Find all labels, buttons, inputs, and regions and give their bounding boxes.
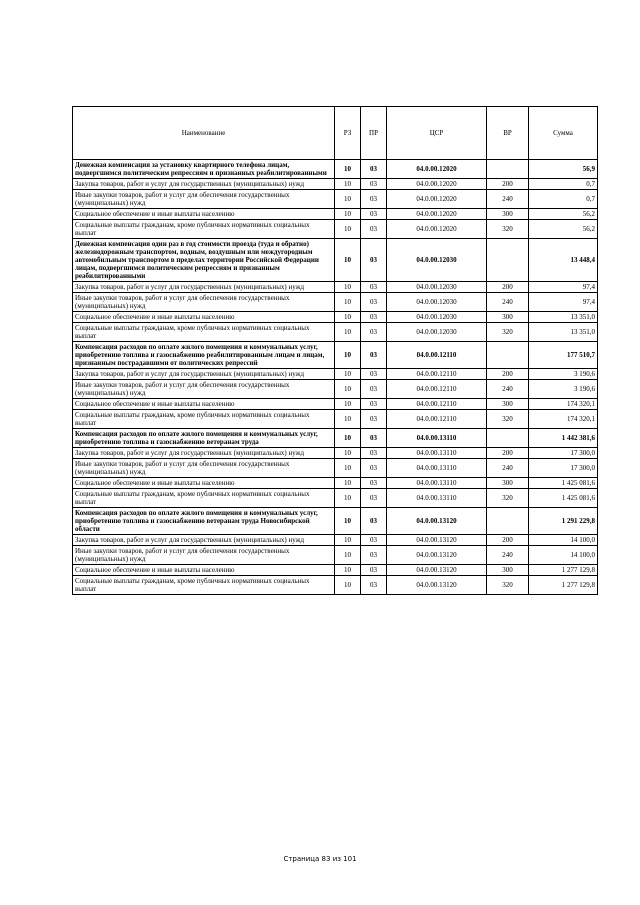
table-body	[73, 160, 598, 595]
cell-vr: 300	[487, 565, 529, 576]
cell-csr: 04.0.00.12110	[387, 369, 487, 380]
cell-rz: 10	[335, 546, 361, 565]
cell-vr: 320	[487, 220, 529, 239]
cell-vr: 240	[487, 459, 529, 478]
table-row	[73, 565, 598, 576]
cell-name: Социальное обеспечение и иные выплаты населению	[73, 478, 335, 489]
cell-name: Иные закупки товаров, работ и услуг для обеспечения государственных (муниципальных) нужд	[73, 546, 335, 565]
table-row	[73, 190, 598, 209]
cell-pr: 03	[361, 489, 387, 508]
cell-csr: 04.0.00.12030	[387, 312, 487, 323]
cell-csr: 04.0.00.13110	[387, 459, 487, 478]
cell-pr: 03	[361, 576, 387, 595]
cell-name: Социальные выплаты гражданам, кроме публичных нормативных социальных выплат	[73, 576, 335, 595]
cell-pr: 03	[361, 220, 387, 239]
cell-rz: 10	[335, 293, 361, 312]
table-row	[73, 478, 598, 489]
cell-pr: 03	[361, 478, 387, 489]
cell-name: Социальное обеспечение и иные выплаты населению	[73, 312, 335, 323]
table-row-section	[73, 239, 598, 282]
header-rz: РЗ	[335, 107, 361, 160]
cell-vr	[487, 239, 529, 282]
cell-sum: 1 425 081,6	[529, 478, 598, 489]
header-csr: ЦСР	[387, 107, 487, 160]
cell-pr: 03	[361, 312, 387, 323]
cell-name: Закупка товаров, работ и услуг для государственных (муниципальных) нужд	[73, 282, 335, 293]
cell-rz: 10	[335, 179, 361, 190]
cell-sum: 97,4	[529, 293, 598, 312]
cell-rz: 10	[335, 282, 361, 293]
cell-sum: 56,2	[529, 209, 598, 220]
cell-sum: 1 291 229,8	[529, 508, 598, 535]
cell-csr: 04.0.00.12020	[387, 179, 487, 190]
cell-rz: 10	[335, 478, 361, 489]
table-row	[73, 220, 598, 239]
cell-pr: 03	[361, 179, 387, 190]
cell-sum: 1 277 129,8	[529, 565, 598, 576]
cell-csr: 04.0.00.13110	[387, 489, 487, 508]
table-row	[73, 209, 598, 220]
cell-vr	[487, 160, 529, 179]
cell-name: Иные закупки товаров, работ и услуг для обеспечения государственных (муниципальных) нужд	[73, 293, 335, 312]
cell-vr	[487, 508, 529, 535]
cell-sum: 0,7	[529, 179, 598, 190]
cell-pr: 03	[361, 508, 387, 535]
cell-csr: 04.0.00.13110	[387, 478, 487, 489]
cell-vr: 320	[487, 323, 529, 342]
cell-csr: 04.0.00.12030	[387, 282, 487, 293]
cell-rz: 10	[335, 459, 361, 478]
cell-name: Закупка товаров, работ и услуг для государственных (муниципальных) нужд	[73, 369, 335, 380]
table-row-section	[73, 508, 598, 535]
table-row-section	[73, 429, 598, 448]
cell-pr: 03	[361, 535, 387, 546]
cell-vr: 240	[487, 293, 529, 312]
cell-vr: 320	[487, 489, 529, 508]
cell-csr: 04.0.00.12110	[387, 399, 487, 410]
cell-sum: 17 300,0	[529, 459, 598, 478]
cell-csr: 04.0.00.13120	[387, 508, 487, 535]
header-vr: ВР	[487, 107, 529, 160]
cell-sum: 3 190,6	[529, 369, 598, 380]
cell-name: Закупка товаров, работ и услуг для государственных (муниципальных) нужд	[73, 448, 335, 459]
cell-pr: 03	[361, 380, 387, 399]
cell-vr: 320	[487, 576, 529, 595]
cell-sum: 14 100,0	[529, 546, 598, 565]
cell-csr: 04.0.00.13120	[387, 535, 487, 546]
cell-name: Компенсация расходов по оплате жилого помещения и коммунальных услуг, приобретению топлива и газоснабжению ветеранам труда Новосибирской области	[73, 508, 335, 535]
cell-name: Компенсация расходов по оплате жилого помещения и коммунальных услуг, приобретению топлива и газоснабжению реабилитированным лицам и лицам, признанным пострадавшими от политических репрессий	[73, 342, 335, 369]
table-row	[73, 576, 598, 595]
cell-pr: 03	[361, 410, 387, 429]
cell-csr: 04.0.00.12030	[387, 293, 487, 312]
cell-sum: 0,7	[529, 190, 598, 209]
cell-csr: 04.0.00.12020	[387, 160, 487, 179]
cell-rz: 10	[335, 399, 361, 410]
cell-rz: 10	[335, 429, 361, 448]
table-row-section	[73, 342, 598, 369]
table-row	[73, 448, 598, 459]
cell-vr: 320	[487, 410, 529, 429]
cell-vr	[487, 429, 529, 448]
cell-vr: 300	[487, 399, 529, 410]
cell-pr: 03	[361, 209, 387, 220]
cell-vr: 240	[487, 190, 529, 209]
table-header-row	[73, 107, 598, 160]
cell-csr: 04.0.00.12020	[387, 190, 487, 209]
cell-vr: 200	[487, 179, 529, 190]
cell-pr: 03	[361, 293, 387, 312]
cell-rz: 10	[335, 190, 361, 209]
cell-vr: 200	[487, 448, 529, 459]
cell-rz: 10	[335, 410, 361, 429]
cell-rz: 10	[335, 323, 361, 342]
cell-rz: 10	[335, 239, 361, 282]
cell-sum: 56,9	[529, 160, 598, 179]
cell-pr: 03	[361, 399, 387, 410]
cell-pr: 03	[361, 369, 387, 380]
table-row	[73, 293, 598, 312]
cell-csr: 04.0.00.12030	[387, 323, 487, 342]
cell-vr: 300	[487, 478, 529, 489]
cell-vr: 240	[487, 380, 529, 399]
cell-name: Закупка товаров, работ и услуг для государственных (муниципальных) нужд	[73, 179, 335, 190]
cell-name: Денежная компенсация за установку квартирного телефона лицам, подвергшимся политическим репрессиям и признанных реабилитированными	[73, 160, 335, 179]
cell-csr: 04.0.00.12110	[387, 380, 487, 399]
cell-vr: 200	[487, 369, 529, 380]
cell-vr: 300	[487, 209, 529, 220]
cell-rz: 10	[335, 312, 361, 323]
cell-name: Закупка товаров, работ и услуг для государственных (муниципальных) нужд	[73, 535, 335, 546]
table-row	[73, 323, 598, 342]
cell-pr: 03	[361, 546, 387, 565]
cell-rz: 10	[335, 220, 361, 239]
cell-sum: 13 448,4	[529, 239, 598, 282]
cell-pr: 03	[361, 190, 387, 209]
cell-pr: 03	[361, 239, 387, 282]
table-row-section	[73, 160, 598, 179]
cell-csr: 04.0.00.13110	[387, 448, 487, 459]
cell-pr: 03	[361, 565, 387, 576]
cell-sum: 14 100,0	[529, 535, 598, 546]
cell-rz: 10	[335, 489, 361, 508]
cell-vr	[487, 342, 529, 369]
cell-name: Компенсация расходов по оплате жилого помещения и коммунальных услуг, приобретению топлива и газоснабжению ветеранам труда	[73, 429, 335, 448]
cell-rz: 10	[335, 508, 361, 535]
table-row	[73, 535, 598, 546]
cell-sum: 174 320,1	[529, 410, 598, 429]
cell-name: Иные закупки товаров, работ и услуг для обеспечения государственных (муниципальных) нужд	[73, 380, 335, 399]
cell-csr: 04.0.00.13120	[387, 576, 487, 595]
cell-sum: 1 442 381,6	[529, 429, 598, 448]
cell-rz: 10	[335, 448, 361, 459]
cell-csr: 04.0.00.12110	[387, 410, 487, 429]
cell-csr: 04.0.00.13110	[387, 429, 487, 448]
cell-rz: 10	[335, 535, 361, 546]
cell-pr: 03	[361, 459, 387, 478]
table-row	[73, 489, 598, 508]
cell-csr: 04.0.00.12110	[387, 342, 487, 369]
cell-sum: 1 277 129,8	[529, 576, 598, 595]
cell-pr: 03	[361, 448, 387, 459]
cell-name: Иные закупки товаров, работ и услуг для обеспечения государственных (муниципальных) нужд	[73, 190, 335, 209]
page-number: Страница 83 из 101	[283, 855, 357, 863]
budget-table	[72, 106, 598, 595]
cell-csr: 04.0.00.12020	[387, 209, 487, 220]
cell-sum: 56,2	[529, 220, 598, 239]
cell-csr: 04.0.00.12020	[387, 220, 487, 239]
cell-rz: 10	[335, 565, 361, 576]
cell-rz: 10	[335, 576, 361, 595]
cell-name: Социальные выплаты гражданам, кроме публичных нормативных социальных выплат	[73, 220, 335, 239]
cell-vr: 300	[487, 312, 529, 323]
cell-pr: 03	[361, 323, 387, 342]
header-name: Наименование	[73, 107, 335, 160]
cell-vr: 200	[487, 282, 529, 293]
cell-sum: 174 320,1	[529, 399, 598, 410]
table-row	[73, 459, 598, 478]
cell-sum: 97,4	[529, 282, 598, 293]
cell-csr: 04.0.00.12030	[387, 239, 487, 282]
cell-name: Социальные выплаты гражданам, кроме публичных нормативных социальных выплат	[73, 410, 335, 429]
cell-vr: 240	[487, 546, 529, 565]
cell-sum: 3 190,6	[529, 380, 598, 399]
cell-csr: 04.0.00.13120	[387, 546, 487, 565]
cell-rz: 10	[335, 209, 361, 220]
cell-rz: 10	[335, 342, 361, 369]
cell-name: Социальное обеспечение и иные выплаты населению	[73, 399, 335, 410]
cell-sum: 1 425 081,6	[529, 489, 598, 508]
cell-name: Иные закупки товаров, работ и услуг для обеспечения государственных (муниципальных) нужд	[73, 459, 335, 478]
cell-name: Социальное обеспечение и иные выплаты населению	[73, 565, 335, 576]
cell-csr: 04.0.00.13120	[387, 565, 487, 576]
header-pr: ПР	[361, 107, 387, 160]
table-row	[73, 312, 598, 323]
cell-pr: 03	[361, 160, 387, 179]
cell-sum: 17 300,0	[529, 448, 598, 459]
cell-name: Социальные выплаты гражданам, кроме публичных нормативных социальных выплат	[73, 489, 335, 508]
table-row	[73, 282, 598, 293]
cell-name: Социальное обеспечение и иные выплаты населению	[73, 209, 335, 220]
table-row	[73, 380, 598, 399]
cell-name: Социальные выплаты гражданам, кроме публичных нормативных социальных выплат	[73, 323, 335, 342]
cell-sum: 13 351,0	[529, 323, 598, 342]
cell-pr: 03	[361, 282, 387, 293]
cell-rz: 10	[335, 160, 361, 179]
cell-rz: 10	[335, 369, 361, 380]
table-row	[73, 399, 598, 410]
cell-rz: 10	[335, 380, 361, 399]
cell-vr: 200	[487, 535, 529, 546]
table-row	[73, 546, 598, 565]
cell-pr: 03	[361, 342, 387, 369]
cell-pr: 03	[361, 429, 387, 448]
cell-sum: 13 351,0	[529, 312, 598, 323]
table-row	[73, 410, 598, 429]
table-row	[73, 369, 598, 380]
table-row	[73, 179, 598, 190]
header-sum: Сумма	[529, 107, 598, 160]
cell-sum: 177 510,7	[529, 342, 598, 369]
cell-name: Денежная компенсация один раз в год стоимости проезда (туда и обратно) железнодорожным транспортом, водным, воздушным или междугородным автомобильным транспортом в пределах территории Российской Федерации лицам, подвергшимся политическим репрессиям и признанным реабилитированными	[73, 239, 335, 282]
